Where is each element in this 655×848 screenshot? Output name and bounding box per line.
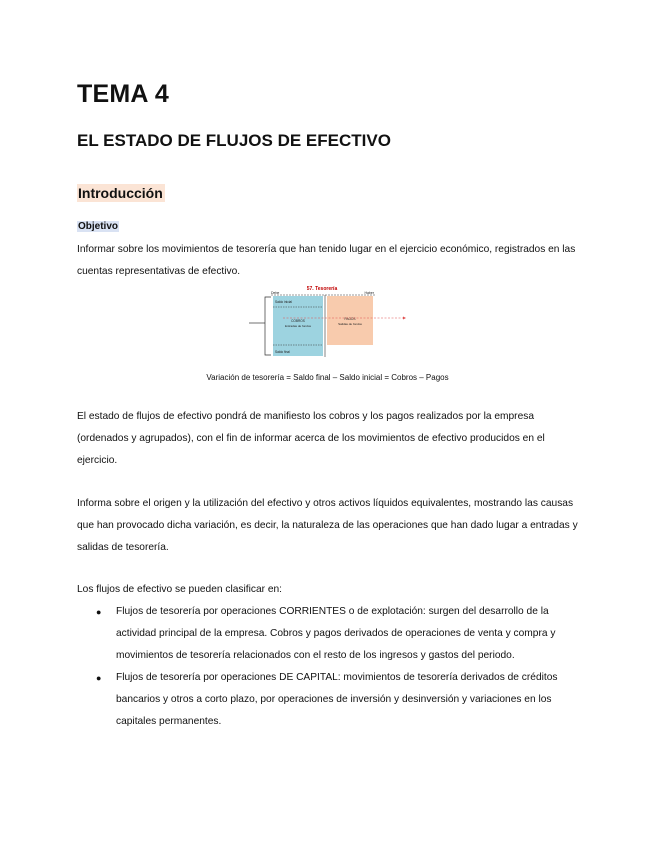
diagram-title: 57. Tesorería bbox=[306, 286, 338, 292]
diagram-haber-label: Haber bbox=[364, 291, 374, 295]
diagram-debe-label: Debe bbox=[271, 291, 280, 295]
saldo-inicial-label: Saldo inicial bbox=[275, 300, 293, 304]
page-subtitle: EL ESTADO DE FLUJOS DE EFECTIVO bbox=[77, 131, 391, 150]
cobros-sublabel: Entradas de fondos bbox=[284, 324, 312, 328]
page-title: TEMA 4 bbox=[77, 80, 169, 108]
paragraph-origin: Informa sobre el origen y la utilización del efectivo y otros activos líquidos equivalentes, mostrando las causas que han provocado dicha variación, es decir, la naturaleza de las operaciones que han dado lugar a entradas y salidas de tesorería. bbox=[77, 498, 578, 553]
list-item bbox=[90, 667, 590, 733]
flow-arrowhead bbox=[403, 317, 406, 320]
subsection-heading: Objetivo bbox=[78, 221, 119, 232]
paragraph-objective: Informar sobre los movimientos de tesorería que han tenido lugar en el ejercicio económico, registrados en las cuentas representativas de efectivo. bbox=[77, 244, 576, 277]
paragraph-purpose: El estado de flujos de efectivo pondrá de manifiesto los cobros y los pagos realizados por la empresa (ordenados y agrupados), con el fin de informar acerca de los movimientos de efectivo producidos en el ejercicio. bbox=[77, 411, 545, 466]
pagos-sublabel: Salidas de fondos bbox=[338, 322, 362, 326]
pagos-label: PAGOS bbox=[344, 317, 356, 321]
section-heading: Introducción bbox=[78, 185, 163, 201]
paragraph-classification: Los flujos de efectivo se pueden clasificar en: bbox=[77, 584, 283, 595]
cashflow-types-list bbox=[90, 601, 590, 733]
diagram-caption: Variación de tesorería = Saldo final – Saldo inicial = Cobros – Pagos bbox=[206, 373, 449, 382]
left-bracket bbox=[265, 297, 271, 355]
list-item-text: Flujos de tesorería por operaciones CORRIENTES o de explotación: surgen del desarrollo de la actividad principal de la empresa. Cobros y pagos derivados de operaciones de venta y compra y movimientos de tesorería relacionados con el resto de los ingresos y gastos del periodo. bbox=[116, 606, 556, 661]
bullet-icon: ● bbox=[96, 673, 102, 683]
saldo-final-label: Saldo final bbox=[275, 350, 290, 354]
list-item bbox=[90, 601, 590, 667]
list-item-text: Flujos de tesorería por operaciones DE CAPITAL: movimientos de tesorería derivados de créditos bancarios y otros a corto plazo, por operaciones de inversión y desinversión y variaciones en los capitales permanentes. bbox=[116, 672, 558, 727]
bullet-icon: ● bbox=[96, 607, 102, 617]
cobros-label: COBROS bbox=[291, 319, 305, 323]
tesoreria-account-diagram bbox=[247, 285, 407, 360]
